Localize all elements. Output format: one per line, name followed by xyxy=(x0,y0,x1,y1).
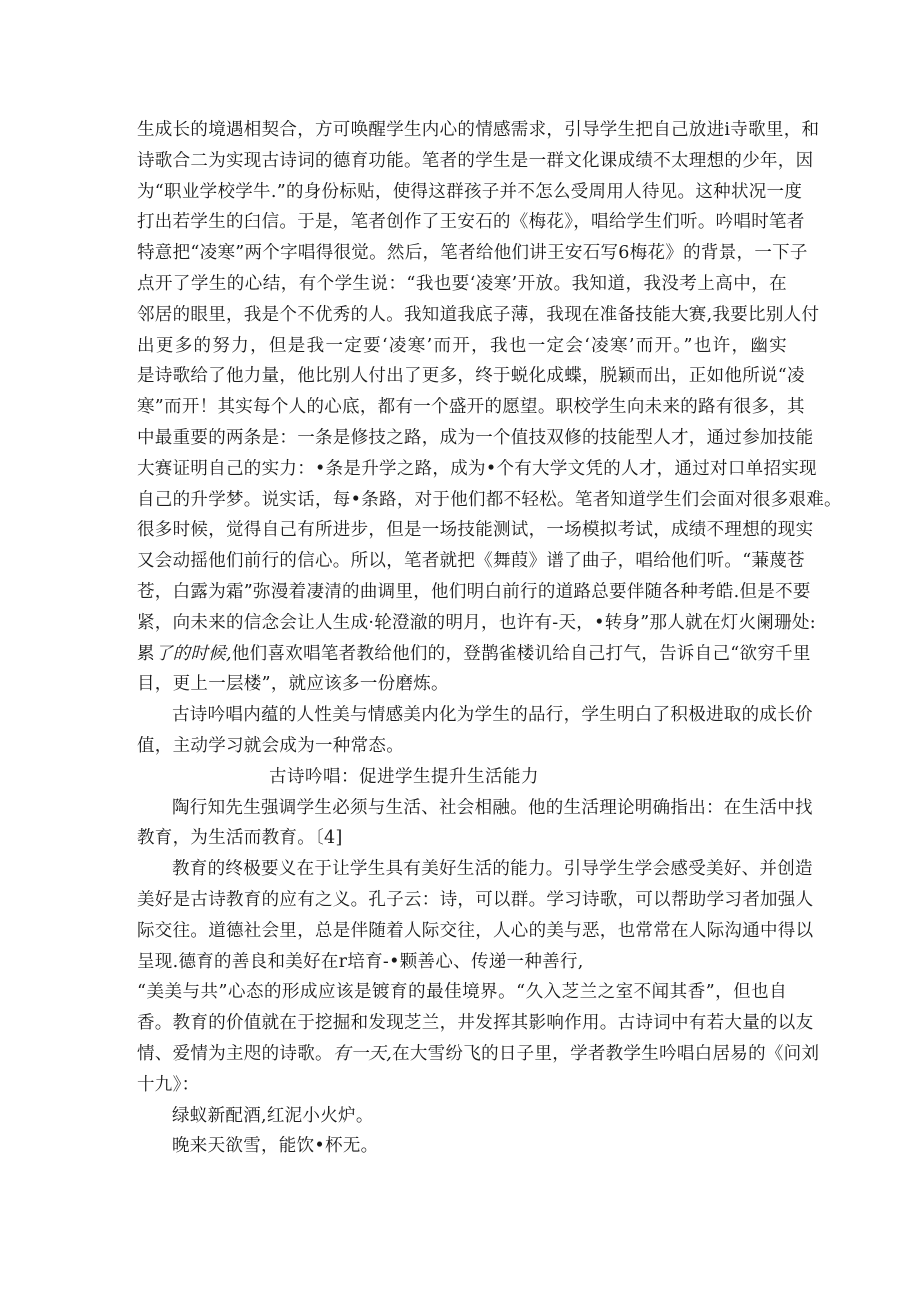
paragraph-4 xyxy=(137,854,814,977)
text-line: 很多时候，觉得自己有所进步，但是一场技能测试，一场模拟考试，成绩不理想的现实 xyxy=(137,520,814,541)
text-line: 生成长的境遇相契合，方可唤醒学生内心的情感需求，引导学生把自己放进i寺歌里，和 xyxy=(137,120,820,140)
text-line: 呈现.德育的善良和美好在r培育-•颗善心、传递一种善行, xyxy=(137,951,584,972)
text-segment: 在大雪纷飞的日子里，学者教学生吟唱白居易的《问刘 xyxy=(392,1043,820,1064)
text-line: 特意把“凌寒”两个字唱得很觉。然后，笔者给他们讲王安石写6梅花》的背景，一下子 xyxy=(137,243,808,264)
text-line: 教育的终极要义在于让学生具有美好生活的能力。引导学生学会感受美好、并创造 xyxy=(172,859,813,880)
text-line: 自己的升学梦。说实话，每•条路，对于他们都不轻松。笔者知道学生们会面对很多艰难。 xyxy=(137,489,842,510)
text-line: 陶行知先生强调学生必须与生活、社会相融。他的生活理论明确指出：在生活中找 xyxy=(172,797,813,818)
italic-segment: 了的时候, xyxy=(154,643,232,664)
paragraph-3 xyxy=(137,793,813,855)
text-line: 紧，向未来的信念会让人生成·轮澄澈的明月，也许有-天，•转身”那人就在灯火阑珊处: xyxy=(137,612,816,633)
paragraph-5 xyxy=(137,977,820,1100)
text-segment: 情、爱情为主咫的诗歌。 xyxy=(137,1043,333,1064)
text-line: 为“职业学校学牛.”的身份标贴，使得这群孩子并不怎么受周用人待见。这种状况一度 xyxy=(137,181,803,202)
text-line: 诗歌合二为实现古诗词的德育功能。笔者的学生是一群文化课成绩不太理想的少年，因 xyxy=(137,150,814,171)
text-line-with-italic xyxy=(137,639,811,670)
text-line: 大赛证明自己的实力：•条是升学之路，成为•个有大学文凭的人才，通过对口单招实现 xyxy=(137,458,817,479)
section-heading: 古诗吟唱：促进学生提升生活能力 xyxy=(269,766,539,787)
text-line: 点开了学生的心结，有个学生说：“我也要‘凌寒’开放。我知道，我没考上高中，在 xyxy=(137,273,787,294)
text-line: 美好是古诗教育的应有之义。孔子云：诗，可以群。学习诗歌，可以帮助学习者加强人 xyxy=(137,889,814,910)
italic-segment: 有一天, xyxy=(332,1043,393,1064)
text-line: 又会动摇他们前行的信心。所以，笔者就把《舞葭》谱了曲子，唱给他们听。“蒹蔑苍 xyxy=(137,551,805,572)
text-line: 十九》： xyxy=(137,1074,200,1095)
text-line: 香。教育的价值就在于挖掘和发现芝兰，井发挥其影响作用。古诗词中有若大量的以友 xyxy=(137,1013,814,1034)
text-segment: 他们喜欢唱笔者教给他们的，登鹊雀楼讥给自己打气，告诉自己“欲穷千里 xyxy=(231,643,811,664)
document-page xyxy=(137,115,842,1162)
text-line: 寒”而开！其实每个人的心底，都有一个盛开的愿望。职校学生向未来的路有很多，其 xyxy=(137,397,805,418)
text-line: 是诗歌给了他力量，他比别人付出了更多，终于蜕化成蝶，脱颖而出，正如他所说“凌 xyxy=(137,366,805,387)
text-line: 中最重要的两条是：一条是修技之路，成为一个值技双修的技能型人才，通过参加技能 xyxy=(137,427,814,448)
paragraph-1 xyxy=(137,115,842,700)
text-line: 邻居的眼里，我是个不优秀的人。我知道我底子薄，我现在准备技能大赛,我要比别人付 xyxy=(137,304,820,325)
text-segment: 累 xyxy=(137,643,155,664)
text-line-with-italic xyxy=(137,1039,820,1070)
text-line: 苍，白露为霜”弥漫着凄清的曲调里，他们明白前行的道路总要伴随各种考皓.但是不要 xyxy=(137,581,811,602)
text-line: 际交往。道德社会里，总是伴随着人际交往，人心的美与恶，也常常在人际沟通中得以 xyxy=(137,920,814,941)
poem-line: 绿蚁新配酒,红泥小火炉。 xyxy=(172,1105,374,1126)
text-line: 古诗吟唱内蕴的人性美与情感美内化为学生的品行，学生明白了积极进取的成长价 xyxy=(172,705,813,726)
poem-line: 晚来天欲雪，能饮•杯无。 xyxy=(172,1136,379,1157)
text-line: 打出若学生的臼信。于是，笔者创作了王安石的《梅花》，唱给学生们听。吟唱时笔者 xyxy=(137,212,805,233)
text-line: “美美与共”心态的形成应该是镀育的最佳境界。“久入芝兰之室不闻其香”，但也自 xyxy=(137,982,787,1003)
paragraph-2 xyxy=(137,700,813,762)
text-line: 目，更上一层楼”，就应该多一份磨炼。 xyxy=(137,674,449,695)
text-line: 出更多的努力，但是我一定要‘凌寒’而开，我也一定会‘凌寒’而开。”也许，幽实 xyxy=(137,335,787,356)
text-line: 值，主动学习就会成为一种常态。 xyxy=(137,735,404,756)
text-line: 教育，为生活而教育。〔4] xyxy=(137,828,343,849)
